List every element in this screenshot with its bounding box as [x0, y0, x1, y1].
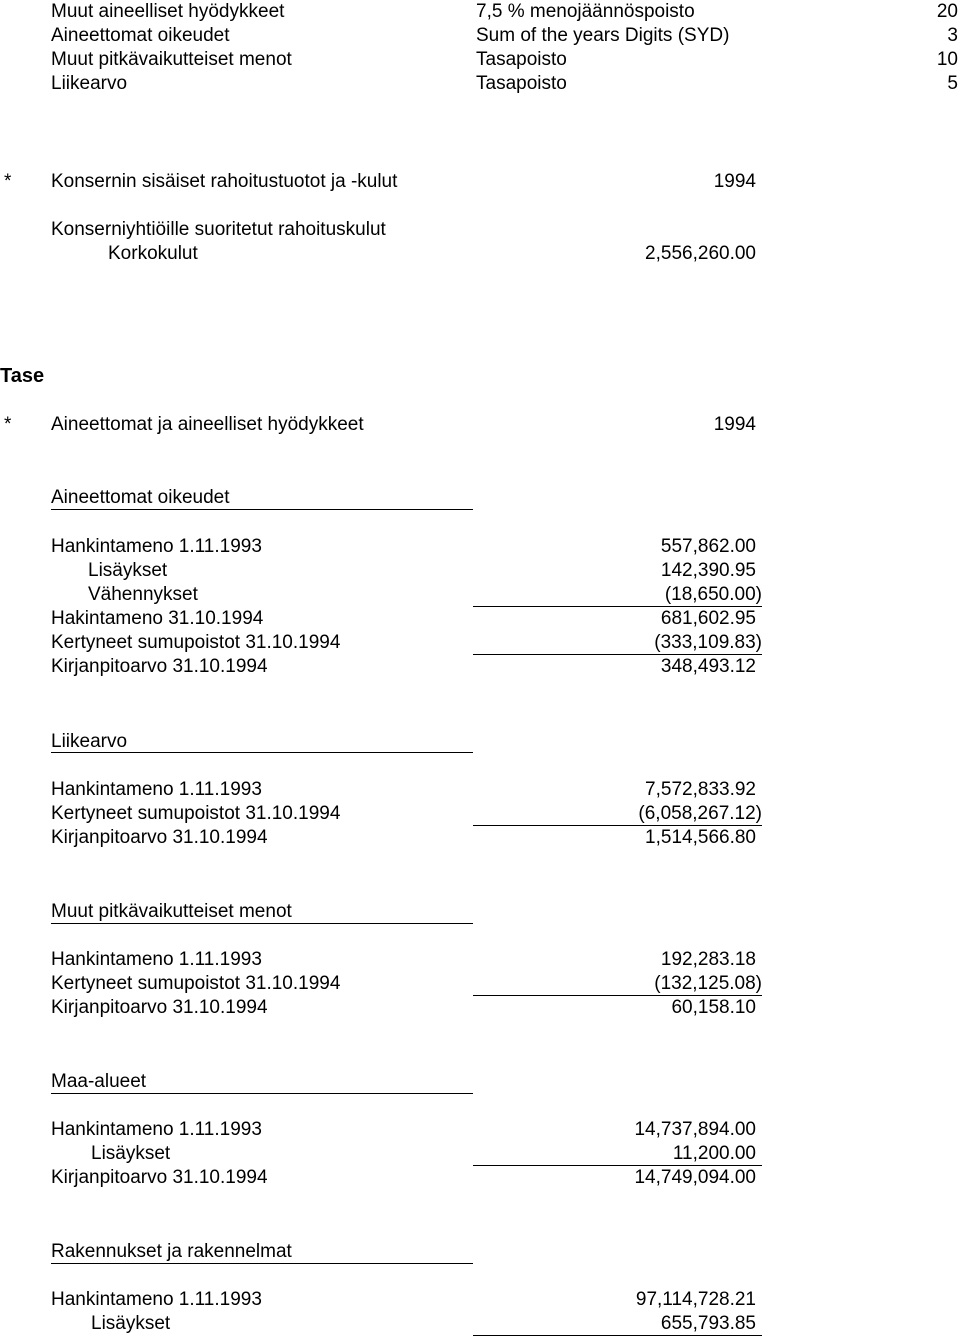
title-underline: [51, 923, 473, 924]
row-label: Kirjanpitoarvo 31.10.1994: [51, 997, 268, 1018]
title-underline: [51, 1263, 473, 1264]
depreciation-method: Tasapoisto: [476, 49, 567, 70]
row-label: Kirjanpitoarvo 31.10.1994: [51, 656, 268, 677]
depreciation-years: 5: [947, 73, 958, 94]
row-label: Hankintameno 1.11.1993: [51, 949, 262, 970]
row-label: Hankintameno 1.11.1993: [51, 779, 262, 800]
row-label: Hakintameno 31.10.1994: [51, 608, 264, 629]
row-value: 11,200.00: [672, 1143, 756, 1164]
row-value: 655,793.85: [660, 1313, 756, 1334]
asterisk-marker: *: [4, 171, 12, 192]
asset-name: Muut aineelliset hyödykkeet: [51, 1, 285, 22]
row-value: 14,749,094.00: [634, 1167, 756, 1188]
title-underline: [51, 1093, 473, 1094]
section-title: Aineettomat oikeudet: [51, 487, 230, 508]
depreciation-method: 7,5 % menojäännöspoisto: [476, 1, 695, 22]
row-label: Hankintameno 1.11.1993: [51, 1119, 262, 1140]
section-title: Liikearvo: [51, 731, 128, 752]
row-value: 681,602.95: [660, 608, 756, 629]
row-label: Lisäykset: [88, 560, 168, 581]
sum-underline: [473, 1335, 762, 1336]
row-label: Lisäykset: [91, 1143, 171, 1164]
row-value: 348,493.12: [660, 656, 756, 677]
row-label: Kertyneet sumupoistot 31.10.1994: [51, 803, 341, 824]
row-value: 60,158.10: [671, 997, 756, 1018]
row-label: Kirjanpitoarvo 31.10.1994: [51, 1167, 268, 1188]
page-title: Tase: [0, 365, 45, 387]
row-value: (18,650.00): [664, 584, 762, 605]
row-value: 2,556,260.00: [645, 243, 756, 264]
year-label: 1994: [713, 414, 756, 435]
row-value: 557,862.00: [660, 536, 756, 557]
row-value: (333,109.83): [654, 632, 762, 653]
row-value: 142,390.95: [660, 560, 756, 581]
section-title: Muut pitkävaikutteiset menot: [51, 901, 292, 922]
section-heading: Aineettomat ja aineelliset hyödykkeet: [51, 414, 364, 435]
section-heading: Konsernin sisäiset rahoitustuotot ja -kulut: [51, 171, 398, 192]
section-title: Rakennukset ja rakennelmat: [51, 1241, 292, 1262]
depreciation-method: Tasapoisto: [476, 73, 567, 94]
asset-name: Liikearvo: [51, 73, 128, 94]
row-label: Vähennykset: [88, 584, 198, 605]
depreciation-years: 3: [947, 25, 958, 46]
title-underline: [51, 752, 473, 753]
row-label: Kirjanpitoarvo 31.10.1994: [51, 827, 268, 848]
row-value: (132,125.08): [654, 973, 762, 994]
subheading: Konserniyhtiöille suoritetut rahoituskulut: [51, 219, 386, 240]
asterisk-marker: *: [4, 414, 12, 435]
row-value: 14,737,894.00: [634, 1119, 756, 1140]
title-underline: [51, 509, 473, 510]
year-label: 1994: [713, 171, 756, 192]
depreciation-method: Sum of the years Digits (SYD): [476, 25, 730, 46]
row-value: (6,058,267.12): [638, 803, 762, 824]
row-label: Lisäykset: [91, 1313, 171, 1334]
asset-name: Muut pitkävaikutteiset menot: [51, 49, 292, 70]
row-value: 97,114,728.21: [635, 1289, 756, 1310]
depreciation-years: 10: [936, 49, 958, 70]
row-label: Korkokulut: [108, 243, 198, 264]
row-value: 7,572,833.92: [645, 779, 756, 800]
row-label: Hankintameno 1.11.1993: [51, 1289, 262, 1310]
row-label: Kertyneet sumupoistot 31.10.1994: [51, 632, 341, 653]
row-value: 1,514,566.80: [645, 827, 756, 848]
row-label: Hankintameno 1.11.1993: [51, 536, 262, 557]
row-label: Kertyneet sumupoistot 31.10.1994: [51, 973, 341, 994]
section-title: Maa-alueet: [51, 1071, 147, 1092]
depreciation-years: 20: [936, 1, 958, 22]
asset-name: Aineettomat oikeudet: [51, 25, 230, 46]
row-value: 192,283.18: [660, 949, 756, 970]
